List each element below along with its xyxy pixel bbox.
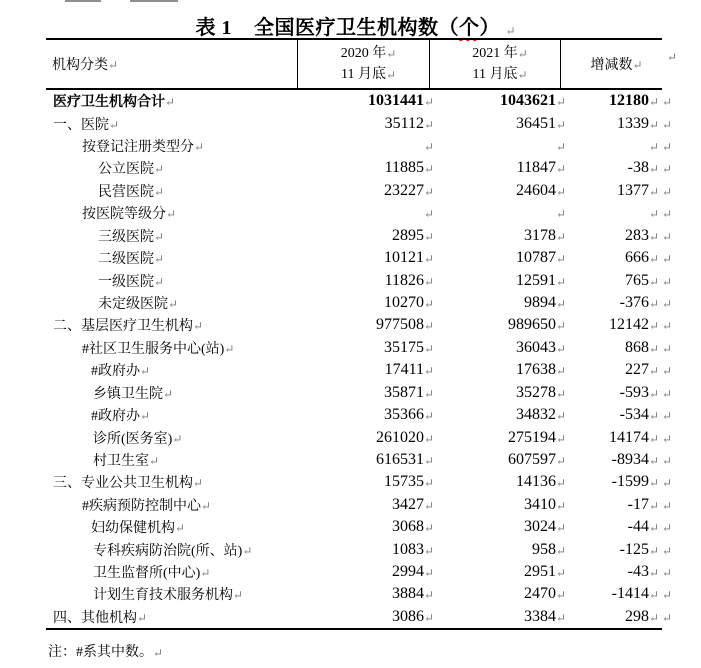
cell-diff: ↵ ↵	[649, 207, 673, 222]
cell-2020: 3086 ↵	[392, 607, 435, 625]
table-footnote: 注：#系其中数。↵	[48, 645, 164, 660]
value-2021: 14136	[516, 473, 556, 491]
cell-2021: 958 ↵	[532, 540, 567, 558]
cell-category: 民营医院 ↵	[46, 180, 298, 202]
cell-diff: -43 ↵ ↵	[627, 563, 673, 581]
cell-2020: 35366 ↵	[384, 406, 435, 424]
cell-2021: 34832 ↵	[516, 406, 567, 424]
value-diff: 868	[625, 338, 649, 356]
cell-2020: 11885 ↵	[384, 159, 435, 177]
value-2021: 17638	[516, 361, 556, 379]
cell-2020: 3884 ↵	[392, 585, 435, 603]
header-2020-year: 2020 年	[340, 46, 387, 61]
cell-category: 诊所(医务室) ↵	[46, 426, 298, 448]
row-label: 村卫生室	[93, 453, 149, 469]
cell-diff: 765 ↵ ↵	[625, 271, 673, 289]
cell-2021: 989650 ↵	[508, 316, 567, 334]
cell-2021: 35278 ↵	[516, 383, 567, 401]
cell-2020: 35175 ↵	[384, 338, 435, 356]
value-2020: 1083	[392, 540, 424, 558]
value-diff: 666	[625, 249, 649, 267]
value-diff: -17	[627, 495, 649, 513]
page-top-mark	[65, 0, 101, 2]
cell-diff: -1599 ↵ ↵	[611, 473, 673, 491]
cell-2021: ↵	[556, 207, 567, 222]
value-diff: 765	[625, 271, 649, 289]
header-2020-month: 11 月底	[341, 67, 386, 82]
row-label: 乡镇卫生院	[93, 386, 163, 402]
value-2021: 24604	[516, 181, 556, 199]
value-2021: 10787	[516, 249, 556, 267]
cell-2020: 1083 ↵	[392, 540, 435, 558]
value-2020: 35175	[384, 338, 424, 356]
value-2020: 261020	[376, 428, 424, 446]
cell-2020: 35112 ↵	[384, 114, 435, 132]
table-row	[46, 359, 673, 381]
row-label: 三、专业公共卫生机构	[53, 476, 193, 492]
value-diff: -1414	[611, 585, 649, 603]
header-diff-label: 增减数	[590, 58, 633, 73]
value-2020: 2994	[392, 563, 424, 581]
cell-2020: ↵	[424, 140, 435, 155]
value-2020: 3427	[392, 495, 424, 513]
cell-category: 专科疾病防治院(所、站) ↵	[46, 538, 298, 560]
cell-2020: 2895 ↵	[392, 226, 435, 244]
table-header-row	[46, 38, 662, 90]
cell-2021: 275194 ↵	[508, 428, 567, 446]
row-label: 医疗卫生机构合计	[53, 95, 165, 111]
value-2020: 2895	[392, 226, 424, 244]
value-2021: 3178	[524, 226, 556, 244]
cell-category: 二级医院 ↵	[46, 247, 298, 269]
cell-2021: 2951 ↵	[524, 563, 567, 581]
table-row	[46, 157, 673, 179]
table-row	[46, 292, 673, 314]
cell-2020: 616531 ↵	[376, 450, 435, 468]
row-label: 公立医院	[98, 162, 154, 178]
value-2021: 34832	[516, 406, 556, 424]
value-2021: 3384	[524, 607, 556, 625]
cell-diff: -125 ↵ ↵	[619, 540, 673, 558]
cell-2020: ↵	[424, 207, 435, 222]
cell-category: #政府办 ↵	[46, 404, 298, 426]
cell-category: 按登记注册类型分 ↵	[46, 135, 298, 157]
cell-2021: 1043621 ↵	[500, 92, 567, 110]
cell-2021: 3178 ↵	[524, 226, 567, 244]
table-title-prefix: 表 1	[195, 17, 232, 39]
cell-2020: 3068 ↵	[392, 518, 435, 536]
value-2021: 2951	[524, 563, 556, 581]
table-row	[46, 471, 673, 493]
value-2021: 11847	[516, 159, 556, 177]
table-row	[46, 404, 673, 426]
table-row	[46, 381, 673, 403]
table-title-suffix: ）	[479, 17, 500, 39]
row-label: 二级医院	[98, 252, 154, 268]
value-2020: 11826	[384, 271, 424, 289]
cell-category: 医疗卫生机构合计 ↵	[46, 90, 298, 112]
table-body	[46, 90, 673, 630]
value-2020: 1031441	[368, 92, 424, 110]
value-2021: 3024	[524, 518, 556, 536]
cell-2021: 12591 ↵	[516, 271, 567, 289]
cell-category: #疾病预防控制中心 ↵	[46, 494, 298, 516]
page-top-mark	[130, 0, 178, 2]
table-row	[46, 449, 673, 471]
row-label: #政府办	[91, 409, 140, 425]
cell-2020: 3427 ↵	[392, 495, 435, 513]
row-label: 一级医院	[98, 274, 154, 290]
cell-diff: -8934 ↵ ↵	[611, 450, 673, 468]
value-2020: 3068	[392, 518, 424, 536]
header-diff: 增减数 ↵	[561, 40, 662, 88]
row-label: 二、基层医疗卫生机构	[53, 319, 193, 335]
cell-2021: 3384 ↵	[524, 607, 567, 625]
value-2021: 2470	[524, 585, 556, 603]
table-row	[46, 337, 673, 359]
table-row	[46, 90, 673, 112]
header-2021-year: 2021 年	[472, 46, 518, 61]
row-label: 三级医院	[98, 229, 154, 245]
value-diff: 1377	[617, 181, 649, 199]
table-row	[46, 426, 673, 448]
value-2020: 11885	[384, 159, 424, 177]
cell-category: 一、医院 ↵	[46, 112, 298, 134]
value-2021: 3410	[524, 495, 556, 513]
table-row	[46, 314, 673, 336]
table-row	[46, 247, 673, 269]
value-diff: -593	[619, 383, 649, 401]
cell-diff: -17 ↵ ↵	[627, 495, 673, 513]
table-row	[46, 606, 673, 628]
row-label: 计划生育技术服务机构	[93, 588, 233, 604]
header-2020: 2020 年↵ 11 月底↵	[298, 40, 430, 88]
cell-diff: -593 ↵ ↵	[619, 383, 673, 401]
cell-2021: 17638 ↵	[516, 361, 567, 379]
value-2020: 3086	[392, 607, 424, 625]
cell-2021: 36043 ↵	[516, 338, 567, 356]
cell-2021: 607597 ↵	[508, 450, 567, 468]
cell-2020: 35871 ↵	[384, 383, 435, 401]
row-label: 卫生监督所(中心)	[93, 566, 201, 582]
cell-2020: 1031441 ↵	[368, 92, 435, 110]
value-2020: 3884	[392, 585, 424, 603]
value-2021: 9894	[524, 294, 556, 311]
value-diff: -1599	[611, 473, 649, 491]
row-label: #政府办	[91, 364, 140, 380]
cell-category: 妇幼保健机构 ↵	[46, 516, 298, 538]
cell-category: 未定级医院 ↵	[46, 292, 298, 314]
cell-category: 二、基层医疗卫生机构 ↵	[46, 314, 298, 336]
value-2020: 616531	[376, 450, 424, 468]
cell-2020: 23227 ↵	[384, 181, 435, 199]
cell-category: 三级医院 ↵	[46, 225, 298, 247]
cell-category: 计划生育技术服务机构 ↵	[46, 583, 298, 605]
value-2021: 275194	[508, 428, 556, 446]
cell-2020: 261020 ↵	[376, 428, 435, 446]
value-2021: 36451	[516, 114, 556, 132]
value-diff: 1339	[617, 114, 649, 132]
value-diff: -44	[627, 518, 649, 536]
cell-category: #政府办 ↵	[46, 359, 298, 381]
value-2021: 958	[532, 540, 556, 558]
value-2020: 10270	[384, 294, 424, 311]
cell-category: 按医院等级分 ↵	[46, 202, 298, 224]
cell-diff: -1414 ↵ ↵	[611, 585, 673, 603]
header-2021: 2021 年↵ 11 月底↵	[430, 40, 561, 88]
value-diff: 283	[625, 226, 649, 244]
header-category: 机构分类 ↵	[46, 40, 298, 88]
value-diff: -43	[627, 563, 649, 581]
table-row	[46, 135, 673, 157]
cell-diff: 666 ↵ ↵	[625, 249, 673, 267]
table-row	[46, 180, 673, 202]
table-row	[46, 202, 673, 224]
row-label: 诊所(医务室)	[93, 431, 173, 447]
value-diff: 298	[625, 607, 649, 625]
cell-2020: 11826 ↵	[384, 271, 435, 289]
value-diff: 12142	[609, 316, 649, 334]
value-diff: -38	[627, 159, 649, 177]
cell-diff: 1377 ↵ ↵	[617, 181, 673, 199]
cell-diff: -534 ↵ ↵	[619, 406, 673, 424]
cell-diff: -376 ↵ ↵	[619, 294, 673, 311]
row-label: 按医院等级分	[82, 207, 166, 223]
cell-2021: 14136 ↵	[516, 473, 567, 491]
value-2020: 35112	[384, 114, 424, 132]
value-2021: 12591	[516, 271, 556, 289]
cell-2020: 17411 ↵	[384, 361, 435, 379]
table-row	[46, 225, 673, 247]
value-2020: 15735	[384, 473, 424, 491]
row-label: 专科疾病防治院(所、站)	[93, 543, 243, 559]
cell-diff: 1339 ↵ ↵	[617, 114, 673, 132]
value-2020: 17411	[384, 361, 424, 379]
cell-diff: ↵ ↵	[649, 140, 673, 155]
value-2021: 1043621	[500, 92, 556, 110]
value-2020: 977508	[376, 316, 424, 334]
footnote-text: 注：#系其中数。	[48, 645, 153, 660]
cell-2021: 36451 ↵	[516, 114, 567, 132]
table-row	[46, 538, 673, 560]
cell-category: 一级医院 ↵	[46, 269, 298, 291]
row-label: 未定级医院	[98, 297, 168, 312]
cell-diff: -44 ↵ ↵	[627, 518, 673, 536]
table-row	[46, 269, 673, 291]
cell-2021: 3024 ↵	[524, 518, 567, 536]
value-diff: 12180	[609, 92, 649, 110]
cell-diff: 283 ↵ ↵	[625, 226, 673, 244]
cell-diff: 14174 ↵ ↵	[609, 428, 673, 446]
header-category-label: 机构分类	[52, 58, 108, 73]
cell-2021: 9894 ↵	[524, 294, 567, 311]
row-label: #社区卫生服务中心(站)	[82, 341, 225, 357]
cell-diff: 12180 ↵ ↵	[609, 92, 673, 110]
value-2021: 35278	[516, 383, 556, 401]
cell-2021: ↵	[556, 140, 567, 155]
value-diff: -534	[619, 406, 649, 424]
cell-category: 公立医院 ↵	[46, 157, 298, 179]
value-2021: 607597	[508, 450, 556, 468]
row-label: 按登记注册类型分	[82, 140, 194, 156]
row-label: 妇幼保健机构	[91, 521, 175, 537]
value-2020: 10121	[384, 249, 424, 267]
cell-category: 乡镇卫生院 ↵	[46, 381, 298, 403]
cell-category: #社区卫生服务中心(站) ↵	[46, 337, 298, 359]
row-label: 民营医院	[98, 184, 154, 200]
value-diff: -125	[619, 540, 649, 558]
cell-category: 村卫生室 ↵	[46, 449, 298, 471]
cell-category: 卫生监督所(中心) ↵	[46, 561, 298, 583]
cell-2021: 2470 ↵	[524, 585, 567, 603]
cell-2021: 24604 ↵	[516, 181, 567, 199]
value-2021: 989650	[508, 316, 556, 334]
table-title: 表 1 全国医疗卫生机构数（个） ↵	[195, 17, 517, 39]
row-label: 一、医院	[53, 117, 109, 133]
cell-2021: 3410 ↵	[524, 495, 567, 513]
value-2021: 36043	[516, 338, 556, 356]
value-diff: -8934	[611, 450, 649, 468]
cell-diff: 227 ↵ ↵	[625, 361, 673, 379]
value-2020: 23227	[384, 181, 424, 199]
value-2020: 35366	[384, 406, 424, 424]
row-label: 四、其他机构	[53, 610, 137, 626]
spellcheck-squiggle-word: 个	[459, 17, 480, 39]
value-2020: 35871	[384, 383, 424, 401]
cell-2020: 977508 ↵	[376, 316, 435, 334]
value-diff: -376	[619, 294, 649, 311]
table-row	[46, 112, 673, 134]
cell-diff: 12142 ↵ ↵	[609, 316, 673, 334]
cell-2021: 11847 ↵	[516, 159, 567, 177]
table-title-main: 全国医疗卫生机构数（	[254, 17, 459, 39]
table-row	[46, 494, 673, 516]
table-row	[46, 516, 673, 538]
cell-2020: 10270 ↵	[384, 294, 435, 311]
cell-2020: 10121 ↵	[384, 249, 435, 267]
cell-diff: 868 ↵ ↵	[625, 338, 673, 356]
table-row	[46, 583, 673, 605]
value-diff: 227	[625, 361, 649, 379]
header-2021-month: 11 月底	[472, 67, 518, 82]
cell-diff: 298 ↵ ↵	[625, 607, 673, 625]
row-label: #疾病预防控制中心	[82, 498, 201, 514]
table-row	[46, 561, 673, 583]
cell-2020: 15735 ↵	[384, 473, 435, 491]
cell-2020: 2994 ↵	[392, 563, 435, 581]
institutions-table: 机构分类 ↵ 2020 年↵ 11 月底↵ 2021 年↵ 11 月底↵ 增减数 ↵ ↵ 医疗卫生机构合计 ↵ 1031441 ↵ 1043621 ↵ 12180 ↵ ↵ 一、医院 ↵ 35112 ↵ 36451 ↵ 1339 ↵ ↵ 按登记注册类型分 ↵ ↵ ↵ ↵ ↵ 公立医院 ↵ 11885 ↵ 11847 ↵ -38 ↵ ↵ 民营医院 ↵ 23227 ↵ 24604 ↵ 1377 ↵ ↵ 按医院等级分 ↵ ↵ ↵ ↵ ↵ 三级医院 ↵ 2895 ↵ 3178 ↵ 283 ↵ ↵ 二级医院 ↵ 10121 ↵ 10787 ↵ 666 ↵ ↵ 一级医院 ↵ 11826 ↵ 12591 ↵ 765 ↵ ↵ 未定级医院 ↵ 10270 ↵ 9894 ↵ -376 ↵ ↵ 二、基层医疗卫生机构 ↵ 977508 ↵ 989650 ↵ 12142 ↵ ↵ #社区卫生服务中心(站) ↵ 35175 ↵ 36043 ↵ 868 ↵ ↵ #政府办 ↵ 17411 ↵ 17638 ↵ 227 ↵ ↵ 乡镇卫生院 ↵ 35871 ↵ 35278 ↵ -593 ↵ ↵ #政府办 ↵ 35366 ↵ 34832 ↵ -534 ↵ ↵ 诊所(医务室) ↵ 261020 ↵ 275194 ↵ 14174 ↵ ↵ 村卫生室 ↵ 616531 ↵ 607597 ↵ -8934 ↵ ↵ 三、专业公共卫生机构 ↵ 15735 ↵ 14136 ↵ -1599 ↵ ↵ #疾病预防控制中心 ↵ 3427 ↵ 3410 ↵ -17 ↵ ↵ 妇幼保健机构 ↵ 3068 ↵ 3024 ↵ -44 ↵ ↵ 专科疾病防治院(所、站) ↵ 1083 ↵ 958 ↵ -125 ↵ ↵ 卫生监督所(中心) ↵ 2994 ↵ 2951 ↵ -43 ↵ ↵ 计划生育技术服务机构 ↵ 3884 ↵ 2470 ↵ -1414 ↵ ↵ 四、其他机构 ↵ 3086 ↵ 3384 ↵ 298 ↵ ↵	[46, 38, 662, 630]
cell-diff: -38 ↵ ↵	[627, 159, 673, 177]
cell-category: 四、其他机构 ↵	[46, 606, 298, 628]
value-diff: 14174	[609, 428, 649, 446]
cell-category: 三、专业公共卫生机构 ↵	[46, 471, 298, 493]
cell-2021: 10787 ↵	[516, 249, 567, 267]
